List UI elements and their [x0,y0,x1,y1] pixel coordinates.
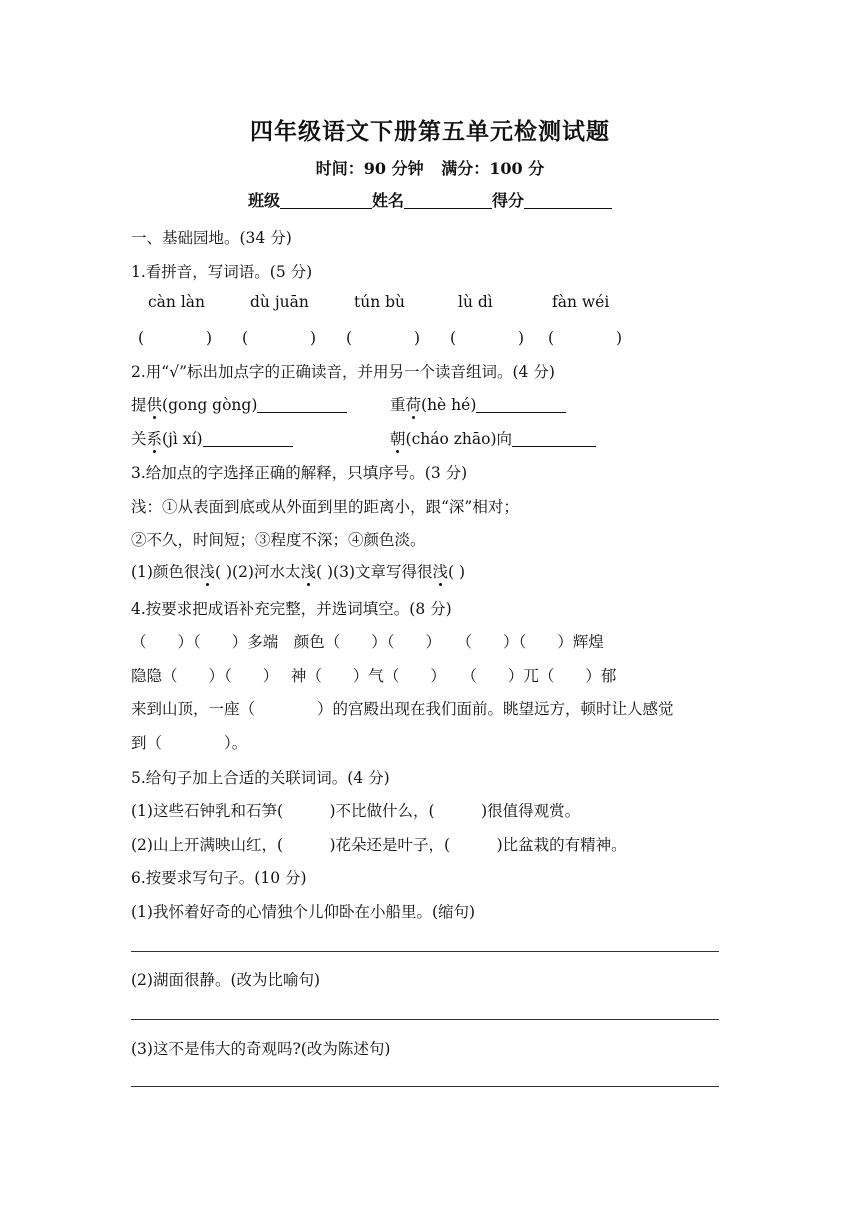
time-label: 时间：90 分钟 [315,159,424,178]
answer-bracket[interactable]: ( ) [138,329,213,347]
q2-pinyin: (jì xí) [162,430,203,448]
q5-sentence: (1)这些石钟乳和石笋( )不比做什么，( )很值得观赏。 [131,802,581,820]
pinyin-item: càn làn [148,293,206,311]
answer-bracket[interactable]: ( ) [548,329,623,347]
idiom-row: （ ）（ ）多端 颜色（ ）（ ） （ ）（ ）辉煌 [131,633,604,651]
dotted-char: 浅 [199,563,215,581]
pinyin-item: fàn wéi [552,293,610,311]
answer-bracket[interactable]: ( ) [346,329,421,347]
definition-line: ②不久，时间短；③程度不深；④颜色淡。 [131,531,426,549]
pinyin-row [148,293,609,311]
question-1-heading: 1.看拼音，写词语。(5 分) [131,263,313,281]
answer-bracket[interactable]: ( ) [316,563,334,581]
q2-answer-blank[interactable] [257,396,347,413]
class-blank[interactable] [280,192,372,209]
answer-line[interactable] [131,950,719,952]
dotted-char: 浅 [432,563,449,581]
got-label: 得分 [492,191,525,210]
q2-pinyin: (hè hé) [421,396,477,414]
dotted-char: 朝 [390,430,406,448]
q2-pinyin: (cháo zhāo)向 [405,430,512,448]
q2-answer-blank[interactable] [476,396,566,413]
answer-bracket[interactable]: ( ) [242,329,317,347]
dotted-char: 系 [146,430,163,448]
q3-text: (2)河水太 [232,563,301,581]
question-3-heading: 3.给加点的字选择正确的解释，只填序号。(3 分) [131,464,468,482]
q5-sentence: (2)山上开满映山红，( )花朵还是叶子，( )比盆栽的有精神。 [131,836,627,854]
fill-sentence: 来到山顶，一座（ ）的宫殿出现在我们面前。眺望远方，顿时让人感觉 [131,700,674,718]
question-6-heading: 6.按要求写句子。(10 分) [131,869,307,887]
section-heading: 一、基础园地。(34 分) [131,229,292,247]
q2-pinyin: (gong gòng) [162,396,258,414]
fill-sentence: 到（ ）。 [131,734,248,752]
q2-answer-blank[interactable] [512,430,596,447]
q2-item-2 [390,393,566,415]
name-label: 姓名 [371,191,404,210]
question-4-heading: 4.按要求把成语补充完整，并选词填空。(8 分) [131,600,452,618]
q2-item-3 [131,427,293,449]
idiom-row: 隐隐（ ）（ ） 神（ ）气（ ） （ ）兀（ ）郁 [131,667,617,685]
score-blank[interactable] [524,192,612,209]
answer-brackets-row [138,326,622,348]
q3-text: (3)文章写得很 [333,563,433,581]
answer-bracket[interactable]: ( ) [450,329,525,347]
pinyin-item: tún bù [354,293,406,311]
q2-char: 提 [131,396,147,414]
exam-info [0,156,860,179]
class-label: 班级 [247,191,280,210]
q2-item-4 [390,427,596,449]
q6-prompt: (1)我怀着好奇的心情独个儿仰卧在小船里。(缩句) [131,903,476,921]
dotted-char: 供 [146,396,163,414]
answer-line[interactable] [131,1018,719,1020]
question-2-heading: 2.用“√”标出加点字的正确读音，并用另一个读音组词。(4 分) [131,363,555,381]
definition-line: 浅：①从表面到底或从外面到里的距离小，跟“深”相对； [131,498,519,516]
pinyin-item: lù dì [458,293,493,311]
score-label: 满分：100 分 [441,159,545,178]
q2-char: 关 [131,430,147,448]
q2-char: 重 [390,396,406,414]
dotted-char: 浅 [300,563,316,581]
q6-prompt: (3)这不是伟大的奇观吗?(改为陈述句) [131,1040,391,1058]
q3-sentences [131,560,465,582]
page-title: 四年级语文下册第五单元检测试题 [250,118,610,145]
q6-prompt: (2)湖面很静。(改为比喻句) [131,971,321,989]
answer-bracket[interactable]: ( ) [448,563,466,581]
q2-answer-blank[interactable] [203,430,293,447]
question-5-heading: 5.给句子加上合适的关联词词。(4 分) [131,769,390,787]
pinyin-item: dù juān [250,293,309,311]
answer-bracket[interactable]: ( ) [214,563,233,581]
student-fields [0,188,860,211]
name-blank[interactable] [404,192,492,209]
dotted-char: 荷 [405,396,422,414]
q2-item-1 [131,393,347,415]
answer-line[interactable] [131,1085,719,1087]
q3-text: (1)颜色很 [131,563,200,581]
